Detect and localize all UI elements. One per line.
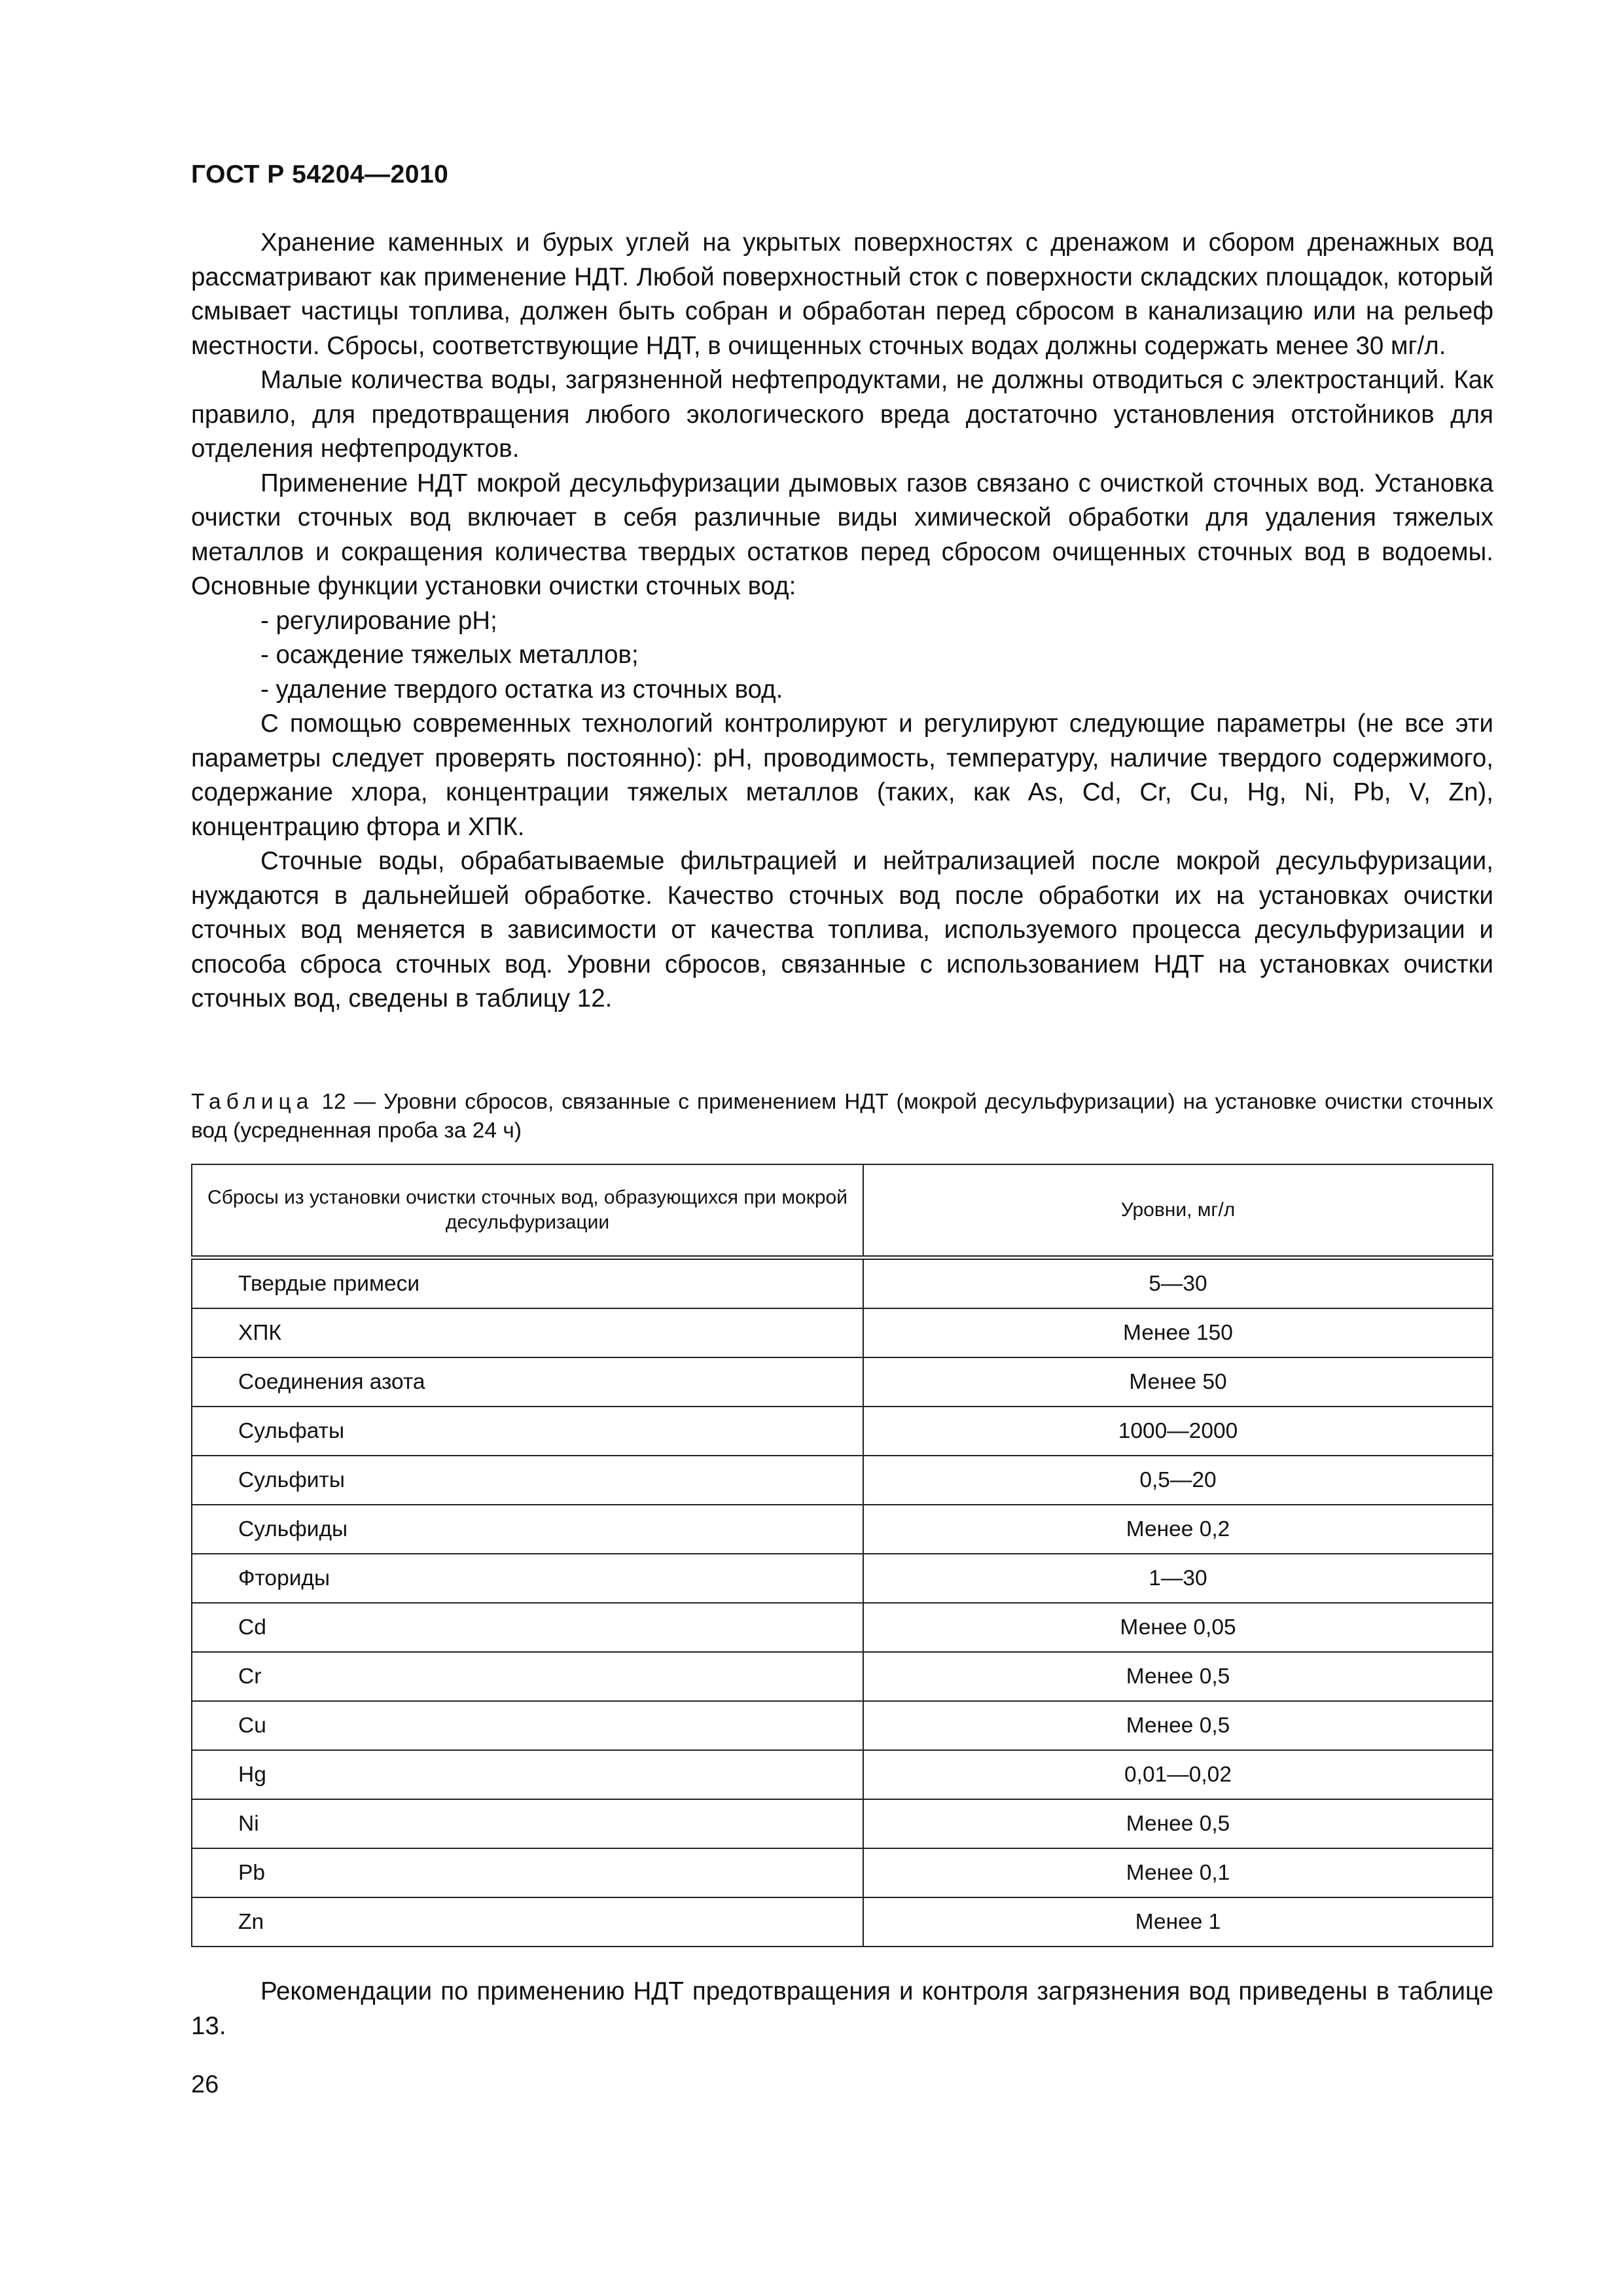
- table-header-row: [192, 1164, 1493, 1258]
- table-row: [192, 1357, 1493, 1407]
- table-header-levels: Уровни, мг/л: [863, 1164, 1493, 1258]
- table-cell-level: 1—30: [863, 1554, 1493, 1603]
- table-row: [192, 1652, 1493, 1701]
- table-header-source: Сбросы из установки очистки сточных вод, образующихся при мокрой десульфуризации: [192, 1164, 863, 1258]
- table-caption-label: Таблица: [191, 1090, 314, 1114]
- table-row: [192, 1308, 1493, 1357]
- table-row: [192, 1258, 1493, 1309]
- table-row: [192, 1407, 1493, 1456]
- body-text: [191, 226, 1493, 1016]
- table-cell-level: Менее 0,1: [863, 1848, 1493, 1897]
- table-row: [192, 1848, 1493, 1897]
- table-cell-level: Менее 1: [863, 1897, 1493, 1946]
- table-cell-substance: Hg: [192, 1750, 863, 1799]
- document-header: ГОСТ Р 54204—2010: [191, 160, 449, 188]
- table-cell-level: Менее 50: [863, 1357, 1493, 1407]
- table-cell-level: 0,5—20: [863, 1456, 1493, 1505]
- paragraph: Хранение каменных и бурых углей на укрытых поверхностях с дренажом и сбором дренажных вод рассматривают как применение НДТ. Любой поверхностный сток с поверхности складских площадок, который смывает частицы топлива, должен быть собран и обработан перед сбросом в канализацию или на рельеф местности. Сбросы, соответствующие НДТ, в очищенных сточных водах должны содержать менее 30 мг/л.: [191, 228, 1493, 360]
- table-row: [192, 1799, 1493, 1848]
- table-cell-substance: Zn: [192, 1897, 863, 1946]
- table-cell-level: 0,01—0,02: [863, 1750, 1493, 1799]
- paragraph: Малые количества воды, загрязненной нефтепродуктами, не должны отводиться с электростанций. Как правило, для предотвращения любого экологического вреда достаточно установления отстойников для отделения нефтепродуктов.: [191, 366, 1493, 463]
- table-cell-substance: Cr: [192, 1652, 863, 1701]
- table-cell-level: 5—30: [863, 1258, 1493, 1309]
- list-item: - удаление твердого остатка из сточных вод.: [260, 675, 783, 704]
- paragraph: Применение НДТ мокрой десульфуризации дымовых газов связано с очисткой сточных вод. Установка очистки сточных вод включает в себя различные виды химической обработки для удаления тяжелых металлов и сокращения количества твердых остатков перед сбросом очищенных сточных вод в водоемы. Основные функции установки очистки сточных вод:: [191, 469, 1493, 600]
- table-cell-substance: Ni: [192, 1799, 863, 1848]
- table-row: [192, 1554, 1493, 1603]
- table-cell-substance: Твердые примеси: [192, 1258, 863, 1309]
- after-table-text: [191, 1975, 1493, 2043]
- page-number: 26: [191, 2071, 219, 2098]
- table-row: [192, 1897, 1493, 1946]
- table-cell-substance: Сульфиты: [192, 1456, 863, 1505]
- paragraph: Сточные воды, обрабатываемые фильтрацией и нейтрализацией после мокрой десульфуризации, нуждаются в дальнейшей обработке. Качество сточных вод после обработки их на установках очистки сточных вод меняется в зависимости от качества топлива, используемого процесса десульфуризации и способа сброса сточных вод. Уровни сбросов, связанные с использованием НДТ на установках очистки сточных вод, сведены в таблицу 12.: [191, 847, 1493, 1013]
- table-cell-substance: Сульфиды: [192, 1505, 863, 1554]
- table-row: [192, 1505, 1493, 1554]
- table-cell-substance: Сульфаты: [192, 1407, 863, 1456]
- list-item: - регулирование pH;: [260, 606, 497, 635]
- paragraph: Рекомендации по применению НДТ предотвращения и контроля загрязнения вод приведены в таблице 13.: [191, 1977, 1493, 2040]
- table-cell-level: Менее 150: [863, 1308, 1493, 1357]
- table-cell-substance: Pb: [192, 1848, 863, 1897]
- table-cell-level: Менее 0,05: [863, 1603, 1493, 1652]
- table-row: [192, 1603, 1493, 1652]
- table-body: [192, 1258, 1493, 1947]
- table-cell-substance: ХПК: [192, 1308, 863, 1357]
- table-cell-substance: Cd: [192, 1603, 863, 1652]
- list-item: - осаждение тяжелых металлов;: [260, 641, 639, 669]
- table-cell-level: 1000—2000: [863, 1407, 1493, 1456]
- table-caption: [191, 1088, 1493, 1145]
- table-row: [192, 1456, 1493, 1505]
- emissions-table: [191, 1164, 1493, 1947]
- table-cell-substance: Соединения азота: [192, 1357, 863, 1407]
- table-cell-level: Менее 0,2: [863, 1505, 1493, 1554]
- table-cell-level: Менее 0,5: [863, 1799, 1493, 1848]
- table-cell-level: Менее 0,5: [863, 1701, 1493, 1750]
- table-row: [192, 1750, 1493, 1799]
- table-cell-substance: Фториды: [192, 1554, 863, 1603]
- paragraph: С помощью современных технологий контролируют и регулируют следующие параметры (не все эти параметры следует проверять постоянно): pH, проводимость, температуру, наличие твердого содержимого, содержание хлора, концентрации тяжелых металлов (таких, как As, Cd, Cr, Cu, Hg, Ni, Pb, V, Zn), концентрацию фтора и ХПК.: [191, 709, 1493, 841]
- table-caption-text: 12 — Уровни сбросов, связанные с применением НДТ (мокрой десульфуризации) на установке очистки сточных вод (усредненная проба за 24 ч): [191, 1090, 1493, 1143]
- table-cell-substance: Cu: [192, 1701, 863, 1750]
- table-cell-level: Менее 0,5: [863, 1652, 1493, 1701]
- table-row: [192, 1701, 1493, 1750]
